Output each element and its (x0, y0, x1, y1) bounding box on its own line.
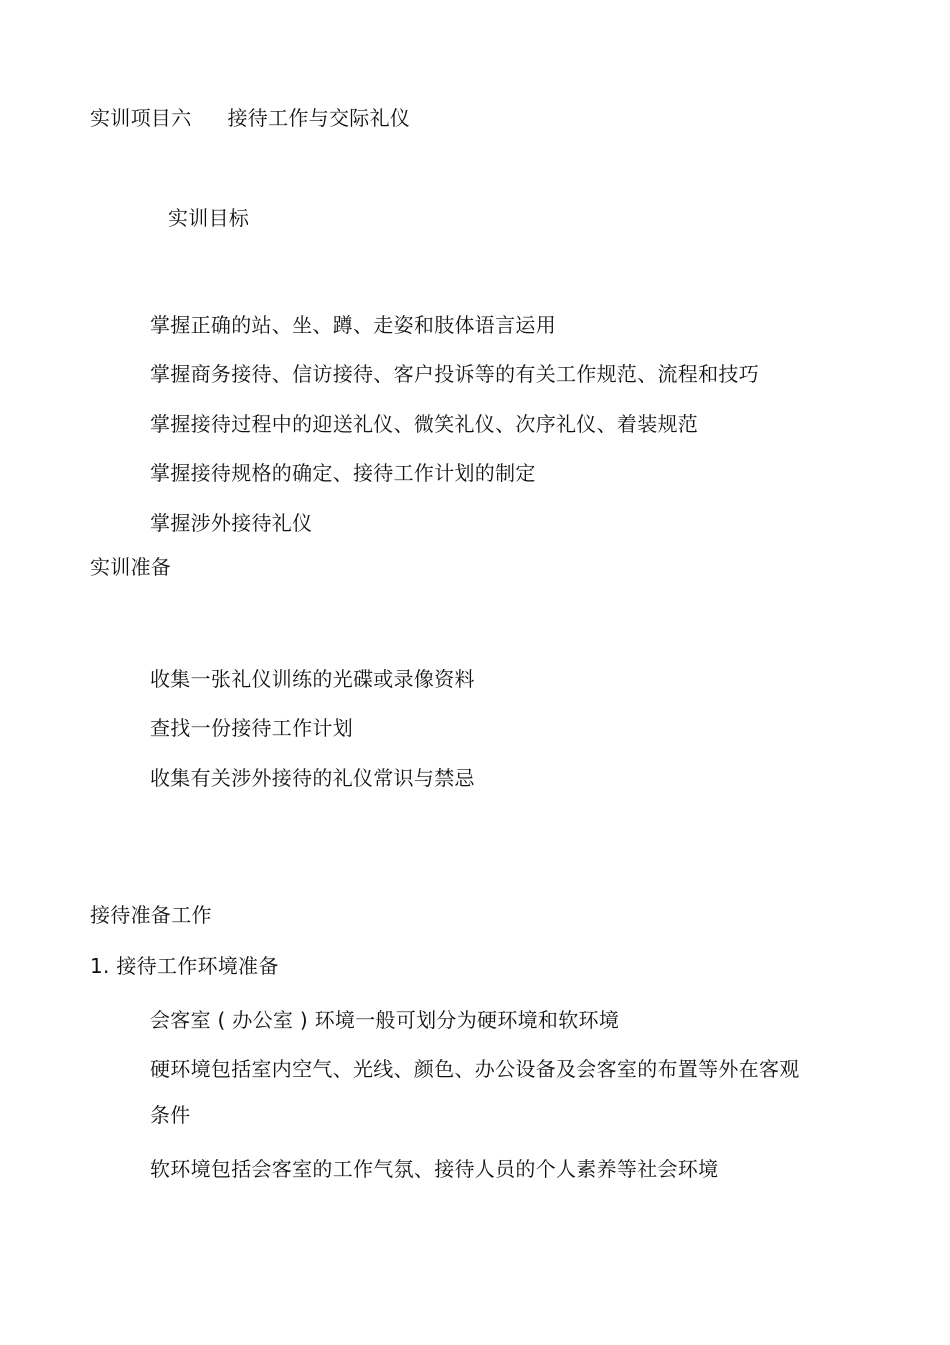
reception-item: 软环境包括会客室的工作气氛、接待人员的个人素养等社会环境 (150, 1157, 719, 1181)
preparation-item: 查找一份接待工作计划 (150, 716, 353, 740)
reception-item: 硬环境包括室内空气、光线、颜色、办公设备及会客室的布置等外在客观 (150, 1057, 800, 1081)
objective-item: 掌握接待规格的确定、接待工作计划的制定 (150, 461, 536, 485)
project-number: 实训项目六 (90, 106, 192, 130)
objective-item: 掌握正确的站、坐、蹲、走姿和肢体语言运用 (150, 313, 556, 337)
reception-heading: 接待准备工作 (90, 903, 212, 927)
preparation-item: 收集一张礼仪训练的光碟或录像资料 (150, 667, 475, 691)
preparation-item: 收集有关涉外接待的礼仪常识与禁忌 (150, 766, 475, 790)
objective-item: 掌握涉外接待礼仪 (150, 511, 313, 535)
objectives-heading: 实训目标 (168, 206, 250, 230)
objective-item: 掌握接待过程中的迎送礼仪、微笑礼仪、次序礼仪、着装规范 (150, 412, 699, 436)
preparation-heading: 实训准备 (90, 555, 172, 579)
reception-item-continuation: 条件 (150, 1103, 191, 1127)
reception-subheading: 1. 接待工作环境准备 (90, 954, 279, 978)
doc-title (90, 106, 410, 130)
reception-item: 会客室 ( 办公室 ) 环境一般可划分为硬环境和软环境 (150, 1008, 620, 1032)
objective-item: 掌握商务接待、信访接待、客户投诉等的有关工作规范、流程和技巧 (150, 362, 759, 386)
project-name: 接待工作与交际礼仪 (227, 106, 411, 130)
